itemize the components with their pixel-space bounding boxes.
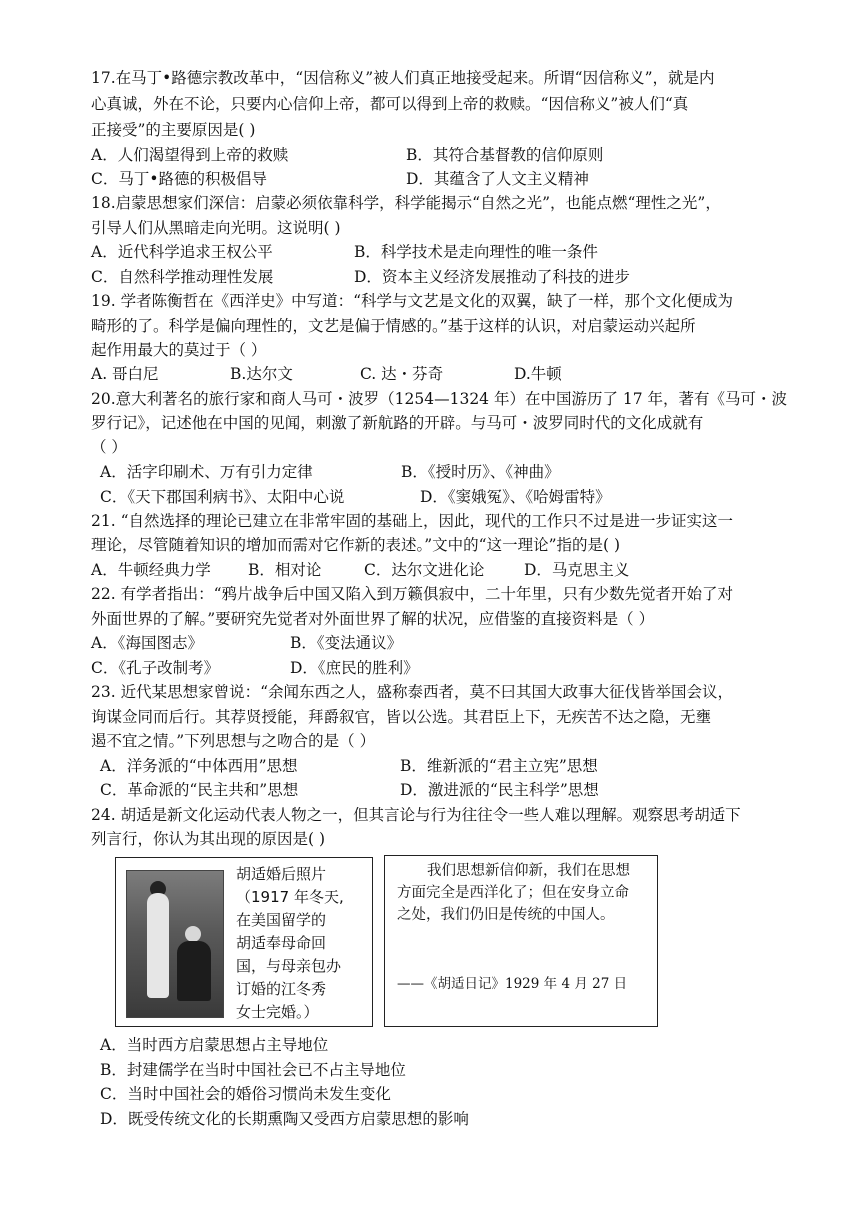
- q22-option-d: D．《庶民的胜利》: [290, 659, 419, 677]
- q23-option-c: C．革命派的“民主共和”思想: [100, 781, 299, 799]
- q20-stem-line-2: 罗行记》，记述他在中国的见闻，刺激了新航路的开辟。与马可・波罗同时代的文化成就有: [91, 414, 704, 432]
- q22-option-b: B．《变法通议》: [290, 634, 403, 652]
- q24-option-b: B．封建儒学在当时中国社会已不占主导地位: [100, 1061, 406, 1079]
- diary-source: ——《胡适日记》1929 年 4 月 27 日: [397, 976, 628, 992]
- photo-caption-line-3: 在美国留学的: [236, 911, 327, 929]
- photo-caption-line-5: 国，与母亲包办: [236, 957, 342, 975]
- q23-option-d: D．激进派的“民主科学”思想: [400, 781, 599, 799]
- diary-text-line-1: 我们思想新信仰新，我们在思想: [427, 863, 630, 879]
- q21-stem-line-1: 21. “自然选择的理论已建立在非常牢固的基础上，因此，现代的工作只不过是进一步证实这一: [91, 512, 734, 530]
- diary-text-line-3: 之处，我们仍旧是传统的中国人。: [397, 907, 615, 923]
- q18-option-d: D．资本主义经济发展推动了科技的进步: [354, 268, 630, 286]
- q18-stem-line-2: 引导人们从黑暗走向光明。这说明( ): [91, 219, 341, 237]
- photo-caption-line-1: 胡适婚后照片: [236, 865, 327, 883]
- figure-bride-head: [185, 926, 201, 942]
- q19-stem-line-2: 畸形的了。科学是偏向理性的，文艺是偏于情感的。”基于这样的认识，对启蒙运动兴起所: [91, 317, 696, 335]
- q19-stem-line-3: 起作用最大的莫过于（ ）: [91, 341, 267, 359]
- wedding-photo-box: [115, 857, 373, 1027]
- wedding-photo: [126, 870, 224, 1018]
- q24-stem-line-2: 列言行，你认为其出现的原因是( ): [91, 830, 326, 848]
- q23-option-a: A．洋务派的“中体西用”思想: [100, 757, 298, 775]
- q24-option-a: A．当时西方启蒙思想占主导地位: [100, 1036, 329, 1054]
- diary-text-line-2: 方面完全是西洋化了；但在安身立命: [397, 885, 629, 901]
- q17-stem-line-1: 17.在马丁•路德宗教改革中，“因信称义”被人们真正地接受起来。所谓“因信称义”，就是内: [91, 69, 715, 87]
- photo-caption-line-2: （1917 年冬天,: [236, 888, 344, 906]
- q22-option-c: C．《孔子改制考》: [91, 659, 220, 677]
- q19-option-a: A. 哥白尼: [91, 365, 159, 383]
- q18-option-c: C．自然科学推动理性发展: [91, 268, 274, 286]
- q20-option-b: B．《授时历》、《神曲》: [401, 463, 560, 481]
- q19-stem-line-1: 19. 学者陈衡哲在《西洋史》中写道：“科学与文艺是文化的双翼，缺了一样，那个文化便成为: [91, 292, 734, 310]
- photo-caption-line-4: 胡适奉母命回: [236, 934, 327, 952]
- q20-option-c: C．《天下郡国利病书》、太阳中心说: [100, 488, 345, 506]
- q19-option-c: C. 达・芬奇: [360, 365, 444, 383]
- q22-option-a: A．《海国图志》: [91, 634, 203, 652]
- q21-option-b: B．相对论: [248, 561, 322, 579]
- q23-stem-line-3: 遏不宜之情。”下列思想与之吻合的是（ ）: [91, 732, 376, 750]
- q21-option-c: C．达尔文进化论: [364, 561, 485, 579]
- q20-stem-line-1: 20.意大利著名的旅行家和商人马可・波罗（1254—1324 年）在中国游历了 17 年，著有《马可・波: [91, 390, 788, 408]
- q17-option-d: D．其蕴含了人文主义精神: [406, 170, 589, 188]
- diary-quote-box: [384, 855, 658, 1027]
- q18-option-b: B．科学技术是走向理性的唯一条件: [354, 243, 598, 261]
- q20-option-d: D．《窦娥冤》、《哈姆雷特》: [420, 488, 611, 506]
- q17-stem-line-3: 正接受”的主要原因是( ): [91, 121, 256, 139]
- q17-option-a: A．人们渴望得到上帝的救赎: [91, 146, 289, 164]
- photo-caption-line-7: 女士完婚。）: [236, 1003, 319, 1021]
- q18-option-a: A．近代科学追求王权公平: [91, 243, 273, 261]
- q21-option-a: A．牛顿经典力学: [91, 561, 211, 579]
- q17-stem-line-2: 心真诚，外在不论，只要内心信仰上帝，都可以得到上帝的救赎。“因信称义”被人们“真: [91, 95, 689, 113]
- q24-stem-line-1: 24. 胡适是新文化运动代表人物之一，但其言论与行为往往令一些人难以理解。观察思考胡适下: [91, 806, 741, 824]
- q22-stem-line-1: 22. 有学者指出：“鸦片战争后中国又陷入到万籁俱寂中，二十年里，只有少数先觉者开始了对: [91, 585, 734, 603]
- q23-stem-line-2: 询谋佥同而后行。其荐贤授能，拜爵叙官，皆以公选。其君臣上下，无疾苦不达之隐，无壅: [91, 708, 712, 726]
- q21-option-d: D．马克思主义: [524, 561, 630, 579]
- q21-stem-line-2: 理论，尽管随着知识的增加而需对它作新的表述。”文中的“这一理论”指的是( ): [91, 536, 621, 554]
- q17-option-c: C．马丁•路德的积极倡导: [91, 170, 268, 188]
- q22-stem-line-2: 外面世界的了解。”要研究先觉者对外面世界了解的状况，应借鉴的直接资料是（ ）: [91, 610, 655, 628]
- q24-option-c: C．当时中国社会的婚俗习惯尚未发生变化: [100, 1085, 391, 1103]
- figure-hu-shi: [147, 893, 169, 998]
- q17-option-b: B．其符合基督教的信仰原则: [406, 146, 604, 164]
- q20-stem-line-3: （ ）: [91, 438, 127, 456]
- q23-stem-line-1: 23. 近代某思想家曾说：“余闻东西之人，盛称泰西者，莫不曰其国大政事大征伐皆举国会议，: [91, 683, 734, 701]
- q20-option-a: A．活字印刷术、万有引力定律: [100, 463, 313, 481]
- q19-option-b: B.达尔文: [230, 365, 293, 383]
- q18-stem-line-1: 18.启蒙思想家们深信：启蒙必须依靠科学，科学能揭示“自然之光”，也能点燃“理性之光”，: [91, 194, 721, 212]
- q19-option-d: D.牛顿: [514, 365, 562, 383]
- figure-bride: [177, 941, 211, 1001]
- q23-option-b: B．维新派的“君主立宪”思想: [400, 757, 598, 775]
- photo-caption-line-6: 订婚的江冬秀: [236, 980, 327, 998]
- q24-option-d: D．既受传统文化的长期熏陶又受西方启蒙思想的影响: [100, 1110, 469, 1128]
